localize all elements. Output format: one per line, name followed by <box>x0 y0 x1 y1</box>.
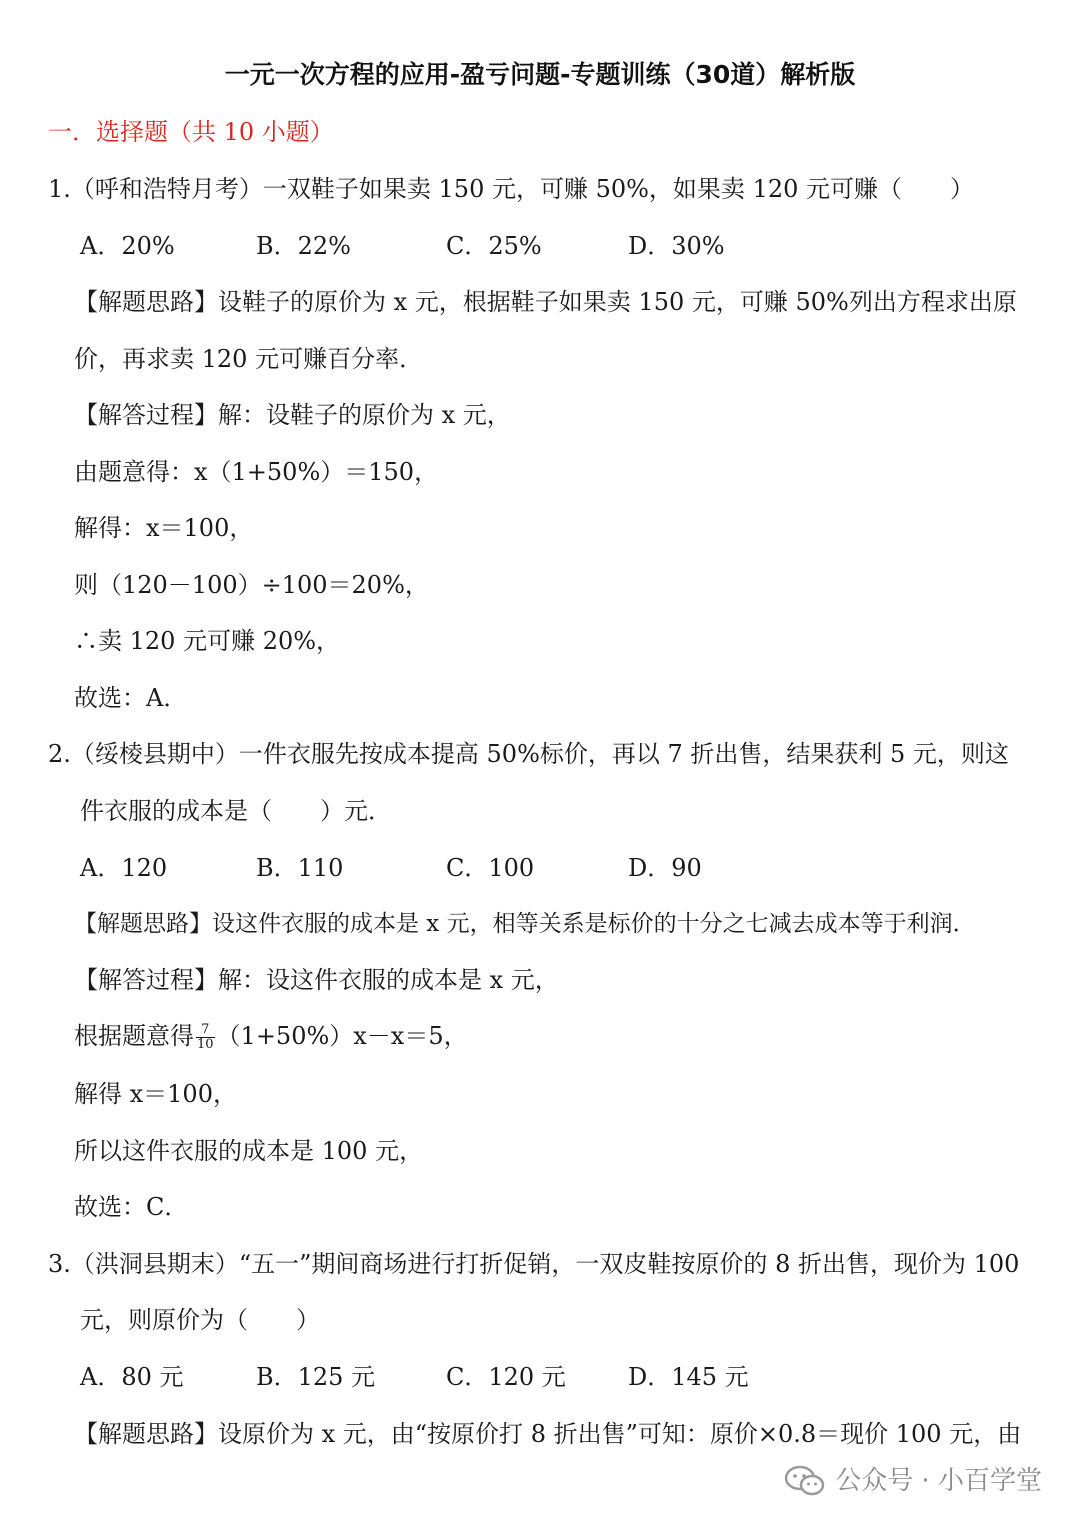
q3-option-b: B．125 元 <box>256 1363 376 1391</box>
q1-stem: 1.（呼和浩特月考）一双鞋子如果卖 150 元，可赚 50%，如果卖 120 元可赚（ ） <box>48 175 975 203</box>
q1-answer: 故选：A． <box>74 684 188 712</box>
document-title: 一元一次方程的应用-盈亏问题-专题训练（30道）解析版 <box>224 60 856 89</box>
q1-option-c: C．25% <box>446 232 542 260</box>
q2-stem-line-2: 件衣服的成本是（ ）元． <box>80 797 392 825</box>
q2-idea: 【解题思路】设这件衣服的成本是 x 元，相等关系是标价的十分之七减去成本等于利润． <box>74 911 976 937</box>
q3-idea-line-1: 【解题思路】设原价为 x 元，由“按原价打 8 折出售”可知：原价×0.8＝现价 100 元，由 <box>74 1420 1022 1448</box>
q3-option-a: A．80 元 <box>80 1363 184 1391</box>
q3-stem-line-1: 3.（洪洞县期末）“五一”期间商场进行打折促销，一双皮鞋按原价的 8 折出售，现价为 100 <box>48 1250 1020 1278</box>
q2-equation-prefix: 根据题意得 <box>74 1022 194 1050</box>
fraction <box>196 1023 215 1052</box>
q2-equation-line <box>74 1020 468 1052</box>
q3-option-d: D．145 元 <box>628 1363 749 1391</box>
section-heading: 一．选择题（共 10 小题） <box>48 118 334 146</box>
q2-answer: 故选：C． <box>74 1193 189 1221</box>
watermark-text: 公众号 · 小百学堂 <box>835 1466 1042 1496</box>
q1-process-line: 由题意得：x（1+50%）＝150， <box>74 458 439 486</box>
q2-option-d: D．90 <box>628 854 702 882</box>
wechat-icon <box>783 1465 827 1497</box>
q2-process-line-3: 解得 x＝100， <box>74 1080 237 1108</box>
q1-option-d: D．30% <box>628 232 725 260</box>
q2-process-line-4: 所以这件衣服的成本是 100 元， <box>74 1137 424 1165</box>
q3-stem-line-2: 元，则原价为（ ） <box>80 1306 320 1334</box>
q1-process-line: 解得：x＝100， <box>74 514 254 542</box>
fraction-numerator: 7 <box>196 1023 215 1038</box>
q2-option-b: B．110 <box>256 854 344 882</box>
q1-process-line: 则（120－100）÷100＝20%， <box>74 571 429 599</box>
q2-process-line-1: 【解答过程】解：设这件衣服的成本是 x 元， <box>74 966 559 994</box>
q1-idea-line-1: 【解题思路】设鞋子的原价为 x 元，根据鞋子如果卖 150 元，可赚 50%列出方程求出原 <box>74 288 1017 316</box>
q3-option-c: C．120 元 <box>446 1363 566 1391</box>
q2-stem-line-1: 2.（绥棱县期中）一件衣服先按成本提高 50%标价，再以 7 折出售，结果获利 5 元，则这 <box>48 740 1009 768</box>
q2-option-c: C．100 <box>446 854 535 882</box>
q1-option-b: B．22% <box>256 232 351 260</box>
q1-option-a: A．20% <box>80 232 175 260</box>
q2-option-a: A．120 <box>80 854 168 882</box>
q2-equation-suffix: （1+50%）x－x＝5， <box>216 1022 468 1050</box>
q1-process-line: 【解答过程】解：设鞋子的原价为 x 元， <box>74 401 511 429</box>
q1-idea-line-2: 价，再求卖 120 元可赚百分率． <box>74 345 424 373</box>
fraction-denominator: 10 <box>197 1037 214 1052</box>
watermark <box>783 1463 1042 1499</box>
q1-process-line: ∴卖 120 元可赚 20%， <box>74 627 341 655</box>
